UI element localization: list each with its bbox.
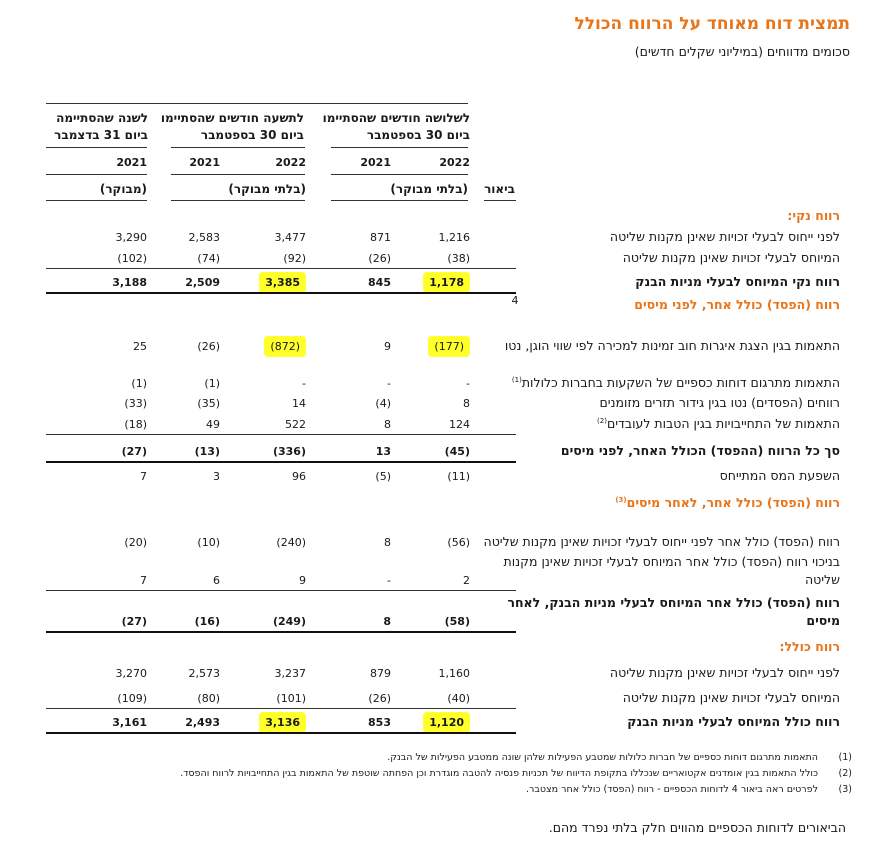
value-text: 2,583 bbox=[188, 231, 220, 244]
header-rule bbox=[46, 174, 147, 175]
value-text: 8 bbox=[384, 418, 391, 431]
row-label-text: המיוחס לבעלי זכויות שאינן מקנות שליטה bbox=[622, 690, 840, 705]
table-row bbox=[0, 513, 878, 552]
row-label bbox=[480, 553, 840, 589]
value-text: (33) bbox=[124, 397, 147, 410]
row-label-text: רווח נקי המיוחס לבעלי מניות הבנק bbox=[635, 274, 840, 289]
table-row bbox=[0, 683, 878, 708]
value-cell bbox=[67, 535, 147, 551]
row-label-text: רווח (הפסד) כולל אחר לפני ייחוס לבעלי זכויות שאינן מקנות שליטה bbox=[483, 534, 840, 549]
value-text: (240) bbox=[276, 536, 306, 549]
row-label-text: השפעת המס המתייחס bbox=[719, 468, 840, 483]
value-text: (27) bbox=[121, 445, 147, 458]
year-label: 2022 bbox=[439, 156, 470, 169]
value-cell bbox=[226, 251, 306, 267]
value-cell bbox=[311, 417, 391, 433]
value-text: (336) bbox=[272, 445, 306, 458]
value-text: (80) bbox=[197, 692, 220, 705]
value-text: 13 bbox=[375, 445, 391, 458]
value-cell bbox=[311, 275, 391, 291]
footnote-text: לפרטים ראה ביאור 4 לדוחות הכספיים - רווח (הפסד) כולל אחר מצטבר. bbox=[525, 784, 818, 795]
value-cell bbox=[311, 715, 391, 731]
value-text: 1,178 bbox=[423, 272, 470, 293]
value-cell bbox=[226, 614, 306, 630]
value-cell bbox=[311, 691, 391, 707]
row-label bbox=[480, 337, 840, 355]
value-text: (20) bbox=[124, 536, 147, 549]
row-label bbox=[480, 689, 840, 707]
value-cell bbox=[311, 444, 391, 460]
value-text: 3,290 bbox=[115, 231, 147, 244]
value-cell bbox=[390, 275, 470, 291]
total-row bbox=[0, 708, 878, 732]
value-cell bbox=[67, 339, 147, 355]
value-cell bbox=[390, 376, 470, 392]
value-text: 96 bbox=[292, 470, 306, 483]
value-cell bbox=[311, 396, 391, 412]
value-text: (26) bbox=[197, 340, 220, 353]
value-text: (27) bbox=[121, 615, 147, 628]
value-cell bbox=[390, 573, 470, 589]
value-text: (74) bbox=[197, 252, 220, 265]
row-rule bbox=[46, 268, 516, 269]
value-text: (1) bbox=[131, 377, 147, 390]
value-cell bbox=[226, 339, 306, 355]
value-cell bbox=[390, 339, 470, 355]
row-rule bbox=[46, 708, 516, 709]
value-text: (177) bbox=[428, 336, 470, 357]
row-label bbox=[480, 412, 840, 433]
header-rule bbox=[331, 174, 468, 175]
value-text: 9 bbox=[384, 340, 391, 353]
value-cell bbox=[67, 666, 147, 682]
value-text: 871 bbox=[370, 231, 391, 244]
header-rule bbox=[484, 200, 516, 201]
row-label bbox=[480, 207, 840, 225]
value-cell bbox=[311, 376, 391, 392]
row-label-text: התאמות של התחייבויות בגין הטבות לעובדים bbox=[606, 416, 840, 431]
value-cell bbox=[390, 251, 470, 267]
value-cell bbox=[390, 614, 470, 630]
footnote-number: (2) bbox=[838, 768, 852, 779]
row-label bbox=[480, 491, 840, 512]
value-cell bbox=[226, 275, 306, 291]
header-rule bbox=[331, 200, 468, 201]
row-label-text: סך כל הרווח (ההפסד) הכולל האחר, לפני מיסים bbox=[560, 443, 840, 458]
row-label-text: בניכוי רווח (הפסד) כולל אחר המיוחס לבעלי זכויות שאינן מקנות שליטה bbox=[503, 554, 840, 587]
row-label bbox=[480, 442, 840, 460]
value-cell bbox=[311, 230, 391, 246]
table-row bbox=[0, 247, 878, 268]
value-text: 1,120 bbox=[423, 712, 470, 733]
footnote-ref: (1) bbox=[511, 375, 522, 384]
total-row bbox=[0, 434, 878, 461]
value-cell bbox=[390, 666, 470, 682]
row-label bbox=[480, 394, 840, 412]
header-rule bbox=[171, 200, 305, 201]
table-row bbox=[0, 226, 878, 247]
value-text: 3,136 bbox=[259, 712, 306, 733]
value-cell bbox=[226, 444, 306, 460]
section-header-row bbox=[0, 486, 878, 513]
value-text: 879 bbox=[370, 667, 391, 680]
value-cell bbox=[226, 396, 306, 412]
value-cell bbox=[390, 691, 470, 707]
value-text: (45) bbox=[444, 445, 470, 458]
value-cell bbox=[140, 376, 220, 392]
value-text: - bbox=[302, 377, 306, 390]
value-text: 49 bbox=[206, 418, 220, 431]
value-text: 845 bbox=[368, 276, 391, 289]
value-text: 3,385 bbox=[259, 272, 306, 293]
section-header-row bbox=[0, 292, 878, 315]
value-cell bbox=[67, 417, 147, 433]
page-title: תמצית דוח מאוחד על הרווח הכולל bbox=[574, 14, 850, 34]
value-cell bbox=[390, 417, 470, 433]
value-text: (18) bbox=[124, 418, 147, 431]
audited-label: (מבוקר) bbox=[99, 182, 147, 196]
note-column-header: ביאור bbox=[484, 182, 515, 196]
value-text: (249) bbox=[272, 615, 306, 628]
row-label-text: התאמות מתרגום דוחות כספיים של השקעות בחברות כלולות bbox=[521, 375, 840, 390]
value-text: - bbox=[387, 377, 391, 390]
value-cell bbox=[140, 469, 220, 485]
value-cell bbox=[226, 666, 306, 682]
row-label-text: רווח (הפסד) כולל אחר, לאחר מיסים bbox=[626, 495, 840, 510]
row-label-text: רווח (הפסד) כולל אחר המיוחס לבעלי מניות הבנק, לאחר מיסים bbox=[507, 595, 840, 628]
value-cell bbox=[140, 396, 220, 412]
value-text: (16) bbox=[194, 615, 220, 628]
value-cell bbox=[67, 573, 147, 589]
row-label bbox=[480, 594, 840, 630]
value-text: 3 bbox=[213, 470, 220, 483]
value-cell bbox=[226, 376, 306, 392]
section-header-row bbox=[0, 202, 878, 226]
footnote-ref: (3) bbox=[615, 495, 627, 504]
value-text: 124 bbox=[449, 418, 470, 431]
table-row bbox=[0, 657, 878, 683]
value-cell bbox=[226, 469, 306, 485]
header-rule bbox=[171, 147, 305, 148]
value-text: 3,477 bbox=[274, 231, 306, 244]
value-cell bbox=[67, 230, 147, 246]
value-text: (58) bbox=[444, 615, 470, 628]
value-text: 3,270 bbox=[115, 667, 147, 680]
value-cell bbox=[226, 715, 306, 731]
table-row bbox=[0, 356, 878, 393]
value-cell bbox=[390, 469, 470, 485]
row-rule bbox=[46, 732, 516, 734]
value-text: (102) bbox=[117, 252, 147, 265]
value-cell bbox=[140, 614, 220, 630]
value-text: 2 bbox=[463, 574, 470, 587]
row-label bbox=[480, 371, 840, 392]
row-rule bbox=[46, 434, 516, 435]
notes-disclaimer: הביאורים לדוחות הכספיים מהווים חלק בלתי נפרד מהם. bbox=[548, 820, 846, 835]
value-text: (4) bbox=[375, 397, 391, 410]
value-cell bbox=[140, 715, 220, 731]
footnote-number: (1) bbox=[838, 752, 852, 763]
header-rule bbox=[171, 174, 305, 175]
row-label bbox=[480, 533, 840, 551]
value-text: 2,573 bbox=[188, 667, 220, 680]
value-cell bbox=[140, 275, 220, 291]
value-text: 1,216 bbox=[438, 231, 470, 244]
value-cell bbox=[226, 417, 306, 433]
total-row bbox=[0, 268, 878, 292]
row-label-text: רווח כולל המיוחס לבעלי מניות הבנק bbox=[627, 714, 840, 729]
value-cell bbox=[390, 715, 470, 731]
value-text: 25 bbox=[133, 340, 147, 353]
value-text: (109) bbox=[117, 692, 147, 705]
row-label-text: לפני ייחוס לבעלי זכויות שאינן מקנות שליטה bbox=[609, 229, 840, 244]
value-cell bbox=[140, 417, 220, 433]
table-row bbox=[0, 552, 878, 590]
value-text: (92) bbox=[283, 252, 306, 265]
page-subtitle: סכומים מדווחים (במיליוני שקלים חדשים) bbox=[634, 44, 850, 59]
value-cell bbox=[311, 614, 391, 630]
year-label: 2021 bbox=[116, 156, 147, 169]
value-text: (38) bbox=[447, 252, 470, 265]
row-label bbox=[480, 638, 840, 656]
value-text: (1) bbox=[204, 377, 220, 390]
value-text: - bbox=[466, 377, 470, 390]
table-row bbox=[0, 413, 878, 434]
value-text: (11) bbox=[447, 470, 470, 483]
header-rule bbox=[331, 147, 468, 148]
row-label-text: רווח כולל: bbox=[779, 639, 840, 654]
value-text: 6 bbox=[213, 574, 220, 587]
value-text: (13) bbox=[194, 445, 220, 458]
row-label-text: רווחים (הפסדים) נטו בגין גידור תזרים מזומנים bbox=[599, 395, 840, 410]
value-cell bbox=[67, 275, 147, 291]
row-label-text: התאמות בגין הצגת איגרות חוב זמינות למכירה לפי שווי הוגן, נטו bbox=[504, 338, 840, 353]
value-cell bbox=[67, 444, 147, 460]
value-cell bbox=[140, 230, 220, 246]
value-cell bbox=[226, 230, 306, 246]
value-text: (26) bbox=[368, 252, 391, 265]
value-text: (101) bbox=[276, 692, 306, 705]
unaudited-label: (בלתי מבוקר) bbox=[228, 182, 306, 196]
unaudited-label: (בלתי מבוקר) bbox=[390, 182, 468, 196]
value-text: 3,161 bbox=[112, 716, 147, 729]
total-row bbox=[0, 590, 878, 631]
row-label-text: רווח נקי: bbox=[787, 208, 840, 223]
value-text: (5) bbox=[375, 470, 391, 483]
value-cell bbox=[67, 376, 147, 392]
value-cell bbox=[140, 535, 220, 551]
row-label-text: לפני ייחוס לבעלי זכויות שאינן מקנות שליטה bbox=[609, 665, 840, 680]
value-text: 2,509 bbox=[185, 276, 220, 289]
value-text: 8 bbox=[463, 397, 470, 410]
value-text: 3,237 bbox=[274, 667, 306, 680]
footnote-text: התאמות מתרגום דוחות כספיים של חברות כלולות שמטבע הפעילות שלהן שונה ממטבע הפעילות של הבנק. bbox=[387, 752, 818, 763]
value-cell bbox=[390, 230, 470, 246]
value-cell bbox=[140, 573, 220, 589]
header-three-months: לשלושה חודשים שהסתיימו ביום 30 בספטמבר bbox=[322, 111, 470, 142]
year-label: 2021 bbox=[360, 156, 391, 169]
value-text: (10) bbox=[197, 536, 220, 549]
value-text: 7 bbox=[140, 574, 147, 587]
value-cell bbox=[140, 691, 220, 707]
value-cell bbox=[390, 396, 470, 412]
year-label: 2021 bbox=[189, 156, 220, 169]
value-cell bbox=[67, 396, 147, 412]
row-label bbox=[480, 249, 840, 267]
value-text: 14 bbox=[292, 397, 306, 410]
row-label bbox=[480, 713, 840, 731]
value-cell bbox=[390, 444, 470, 460]
value-cell bbox=[311, 573, 391, 589]
row-label bbox=[480, 228, 840, 246]
value-text: (872) bbox=[264, 336, 306, 357]
header-rule bbox=[46, 103, 468, 104]
row-label-text: המיוחס לבעלי זכויות שאינן מקנות שליטה bbox=[622, 250, 840, 265]
footnote-ref: (2) bbox=[597, 416, 607, 425]
header-rule bbox=[46, 147, 147, 148]
value-cell bbox=[226, 535, 306, 551]
row-label bbox=[480, 664, 840, 682]
value-text: (56) bbox=[447, 536, 470, 549]
value-cell bbox=[390, 535, 470, 551]
value-text: 3,188 bbox=[112, 276, 147, 289]
value-text: (40) bbox=[447, 692, 470, 705]
value-cell bbox=[67, 469, 147, 485]
value-text: 8 bbox=[383, 615, 391, 628]
value-cell bbox=[311, 251, 391, 267]
value-text: 9 bbox=[299, 574, 306, 587]
note-ref: 4 bbox=[511, 294, 519, 307]
value-cell bbox=[140, 666, 220, 682]
table-row bbox=[0, 315, 878, 356]
row-label-text: רווח (הפסד) כולל אחר, לפני מיסים bbox=[634, 297, 840, 312]
value-cell bbox=[67, 691, 147, 707]
value-text: 7 bbox=[140, 470, 147, 483]
header-nine-months: לתשעה חודשים שהסתיימו ביום 30 בספטמבר bbox=[160, 111, 304, 142]
row-label bbox=[480, 273, 840, 291]
value-cell bbox=[67, 251, 147, 267]
value-cell bbox=[311, 535, 391, 551]
value-text: 2,493 bbox=[185, 716, 220, 729]
value-cell bbox=[226, 691, 306, 707]
header-rule bbox=[46, 200, 147, 201]
footnote-number: (3) bbox=[838, 784, 852, 795]
value-text: 1,160 bbox=[438, 667, 470, 680]
value-text: 522 bbox=[285, 418, 306, 431]
row-rule bbox=[46, 590, 516, 591]
table-row bbox=[0, 461, 878, 486]
year-label: 2022 bbox=[275, 156, 306, 169]
header-year: לשנה שהסתיימה ביום 31 בדצמבר bbox=[54, 111, 148, 142]
value-cell bbox=[311, 339, 391, 355]
section-header-row bbox=[0, 631, 878, 657]
value-text: (26) bbox=[368, 692, 391, 705]
footnote-text: כולל התאמות בגין אומדנים אקטואריים שנכללו בתקופת הדיווח של תכניות פנסיה להטבה מוגדרת וכן הפחתה שוטפת של התאמות בגין התחייבויות לרווח והפסד. bbox=[180, 768, 818, 779]
value-cell bbox=[226, 573, 306, 589]
value-text: - bbox=[387, 574, 391, 587]
value-cell bbox=[140, 444, 220, 460]
value-cell bbox=[140, 251, 220, 267]
value-cell bbox=[311, 666, 391, 682]
value-cell bbox=[140, 339, 220, 355]
value-cell bbox=[67, 614, 147, 630]
value-cell bbox=[67, 715, 147, 731]
value-cell bbox=[311, 469, 391, 485]
row-label bbox=[480, 296, 840, 314]
row-label bbox=[480, 467, 840, 485]
value-text: (35) bbox=[197, 397, 220, 410]
value-text: 853 bbox=[368, 716, 391, 729]
value-text: 8 bbox=[384, 536, 391, 549]
table-row bbox=[0, 393, 878, 413]
